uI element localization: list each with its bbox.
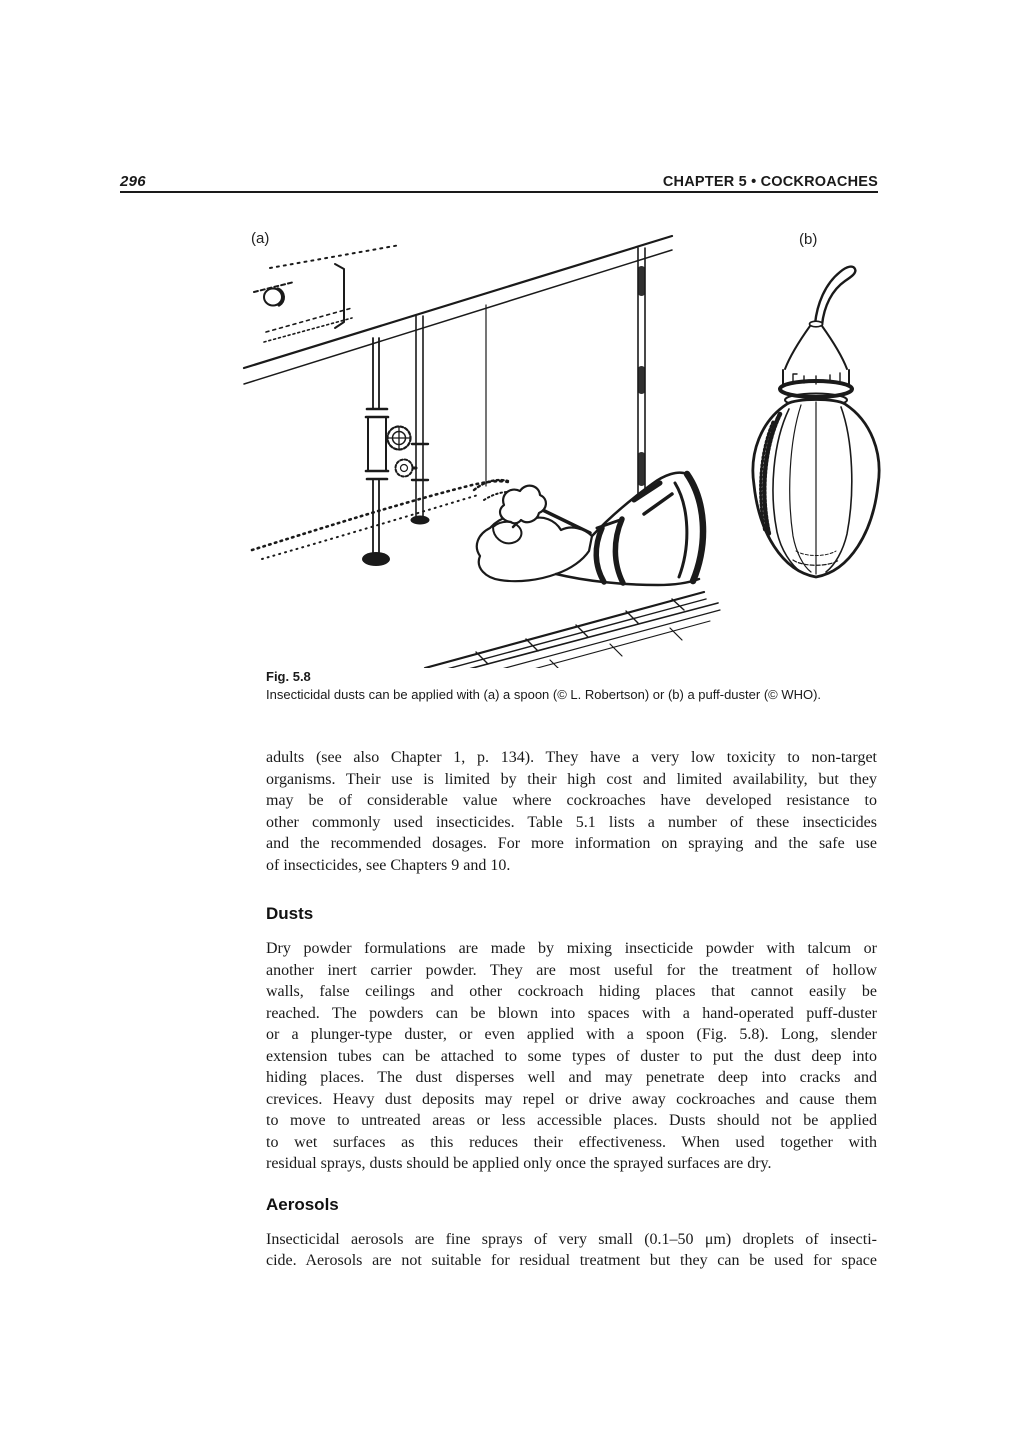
text-line: organisms. Their use is limited by their high cost and limited availability, but they bbox=[266, 770, 877, 788]
text-line: to move to untreated areas or less accessible places. Dusts should not be applied bbox=[266, 1112, 877, 1129]
figure-panel-b-label: (b) bbox=[799, 231, 818, 248]
text-line: adults (see also Chapter 1, p. 134). They have a very low toxicity to non-target bbox=[266, 749, 877, 766]
text-line: crevices. Heavy dust deposits may repel or drive away cockroaches and cause them bbox=[266, 1090, 877, 1108]
paragraph-dusts bbox=[266, 938, 877, 1175]
puff-duster-nozzle bbox=[815, 267, 855, 325]
text-line: and the recommended dosages. For more information on spraying and the safe use bbox=[266, 835, 877, 852]
text-line: residual sprays, dusts should be applied only once the sprayed surfaces are dry. bbox=[266, 1155, 772, 1172]
paragraph-intro bbox=[266, 747, 877, 876]
text-line: extension tubes can be attached to some types of duster to put the dust deep into bbox=[266, 1047, 877, 1065]
text-line: other commonly used insecticides. Table 5.1 lists a number of these insecticides bbox=[266, 813, 877, 831]
tiled-floor bbox=[425, 592, 720, 668]
counter-edge bbox=[244, 236, 672, 384]
page-number: 296 bbox=[120, 173, 146, 190]
text-line: another inert carrier powder. They are most useful for the treatment of hollow bbox=[266, 961, 877, 979]
text-line: of insecticides, see Chapters 9 and 10. bbox=[266, 856, 511, 874]
section-heading-aerosols: Aerosols bbox=[266, 1194, 339, 1214]
text-line: or a plunger-type duster, or even applied with a spoon (Fig. 5.8). Long, slender bbox=[266, 1026, 877, 1043]
text-line: Dry powder formulations are made by mixing insecticide powder with talcum or bbox=[266, 940, 877, 957]
paragraph-aerosols bbox=[266, 1229, 877, 1272]
text-line: cide. Aerosols are not suitable for residual treatment but they can be used for space bbox=[266, 1252, 877, 1269]
chapter-running-header: CHAPTER 5 • COCKROACHES bbox=[662, 174, 878, 190]
text-line: to wet surfaces as this reduces their effectiveness. When used together with bbox=[266, 1133, 877, 1151]
text-line: reached. The powders can be blown into spaces with a hand-operated puff-duster bbox=[266, 1004, 877, 1022]
text-line: hiding places. The dust disperses well and may penetrate deep into cracks and bbox=[266, 1069, 877, 1086]
text-line: Insecticidal aerosols are fine sprays of very small (0.1–50 μm) droplets of insecti- bbox=[266, 1230, 877, 1248]
text-line: may be of considerable value where cockroaches have developed resistance to bbox=[266, 792, 877, 809]
figure-caption-text: Insecticidal dusts can be applied with (a) a spoon (© L. Robertson) or (b) a puff-duster (© WHO). bbox=[266, 687, 822, 702]
puff-duster bbox=[753, 267, 879, 577]
figure-caption bbox=[266, 668, 906, 704]
header-rule bbox=[120, 191, 878, 193]
body-text bbox=[266, 747, 877, 1272]
figure-illustration bbox=[240, 228, 884, 668]
text-line: walls, false ceilings and other cockroach hiding places that cannot easily be bbox=[266, 983, 877, 1000]
hand-with-spoon bbox=[477, 486, 592, 582]
page-header bbox=[120, 170, 878, 190]
section-heading-dusts: Dusts bbox=[266, 904, 314, 923]
drain-pipes bbox=[362, 316, 430, 566]
dust-trail bbox=[252, 480, 512, 559]
figure-caption-label: Fig. 5.8 bbox=[266, 669, 311, 684]
figure-5-8 bbox=[240, 228, 884, 668]
figure-panel-a-label: (a) bbox=[251, 230, 270, 247]
